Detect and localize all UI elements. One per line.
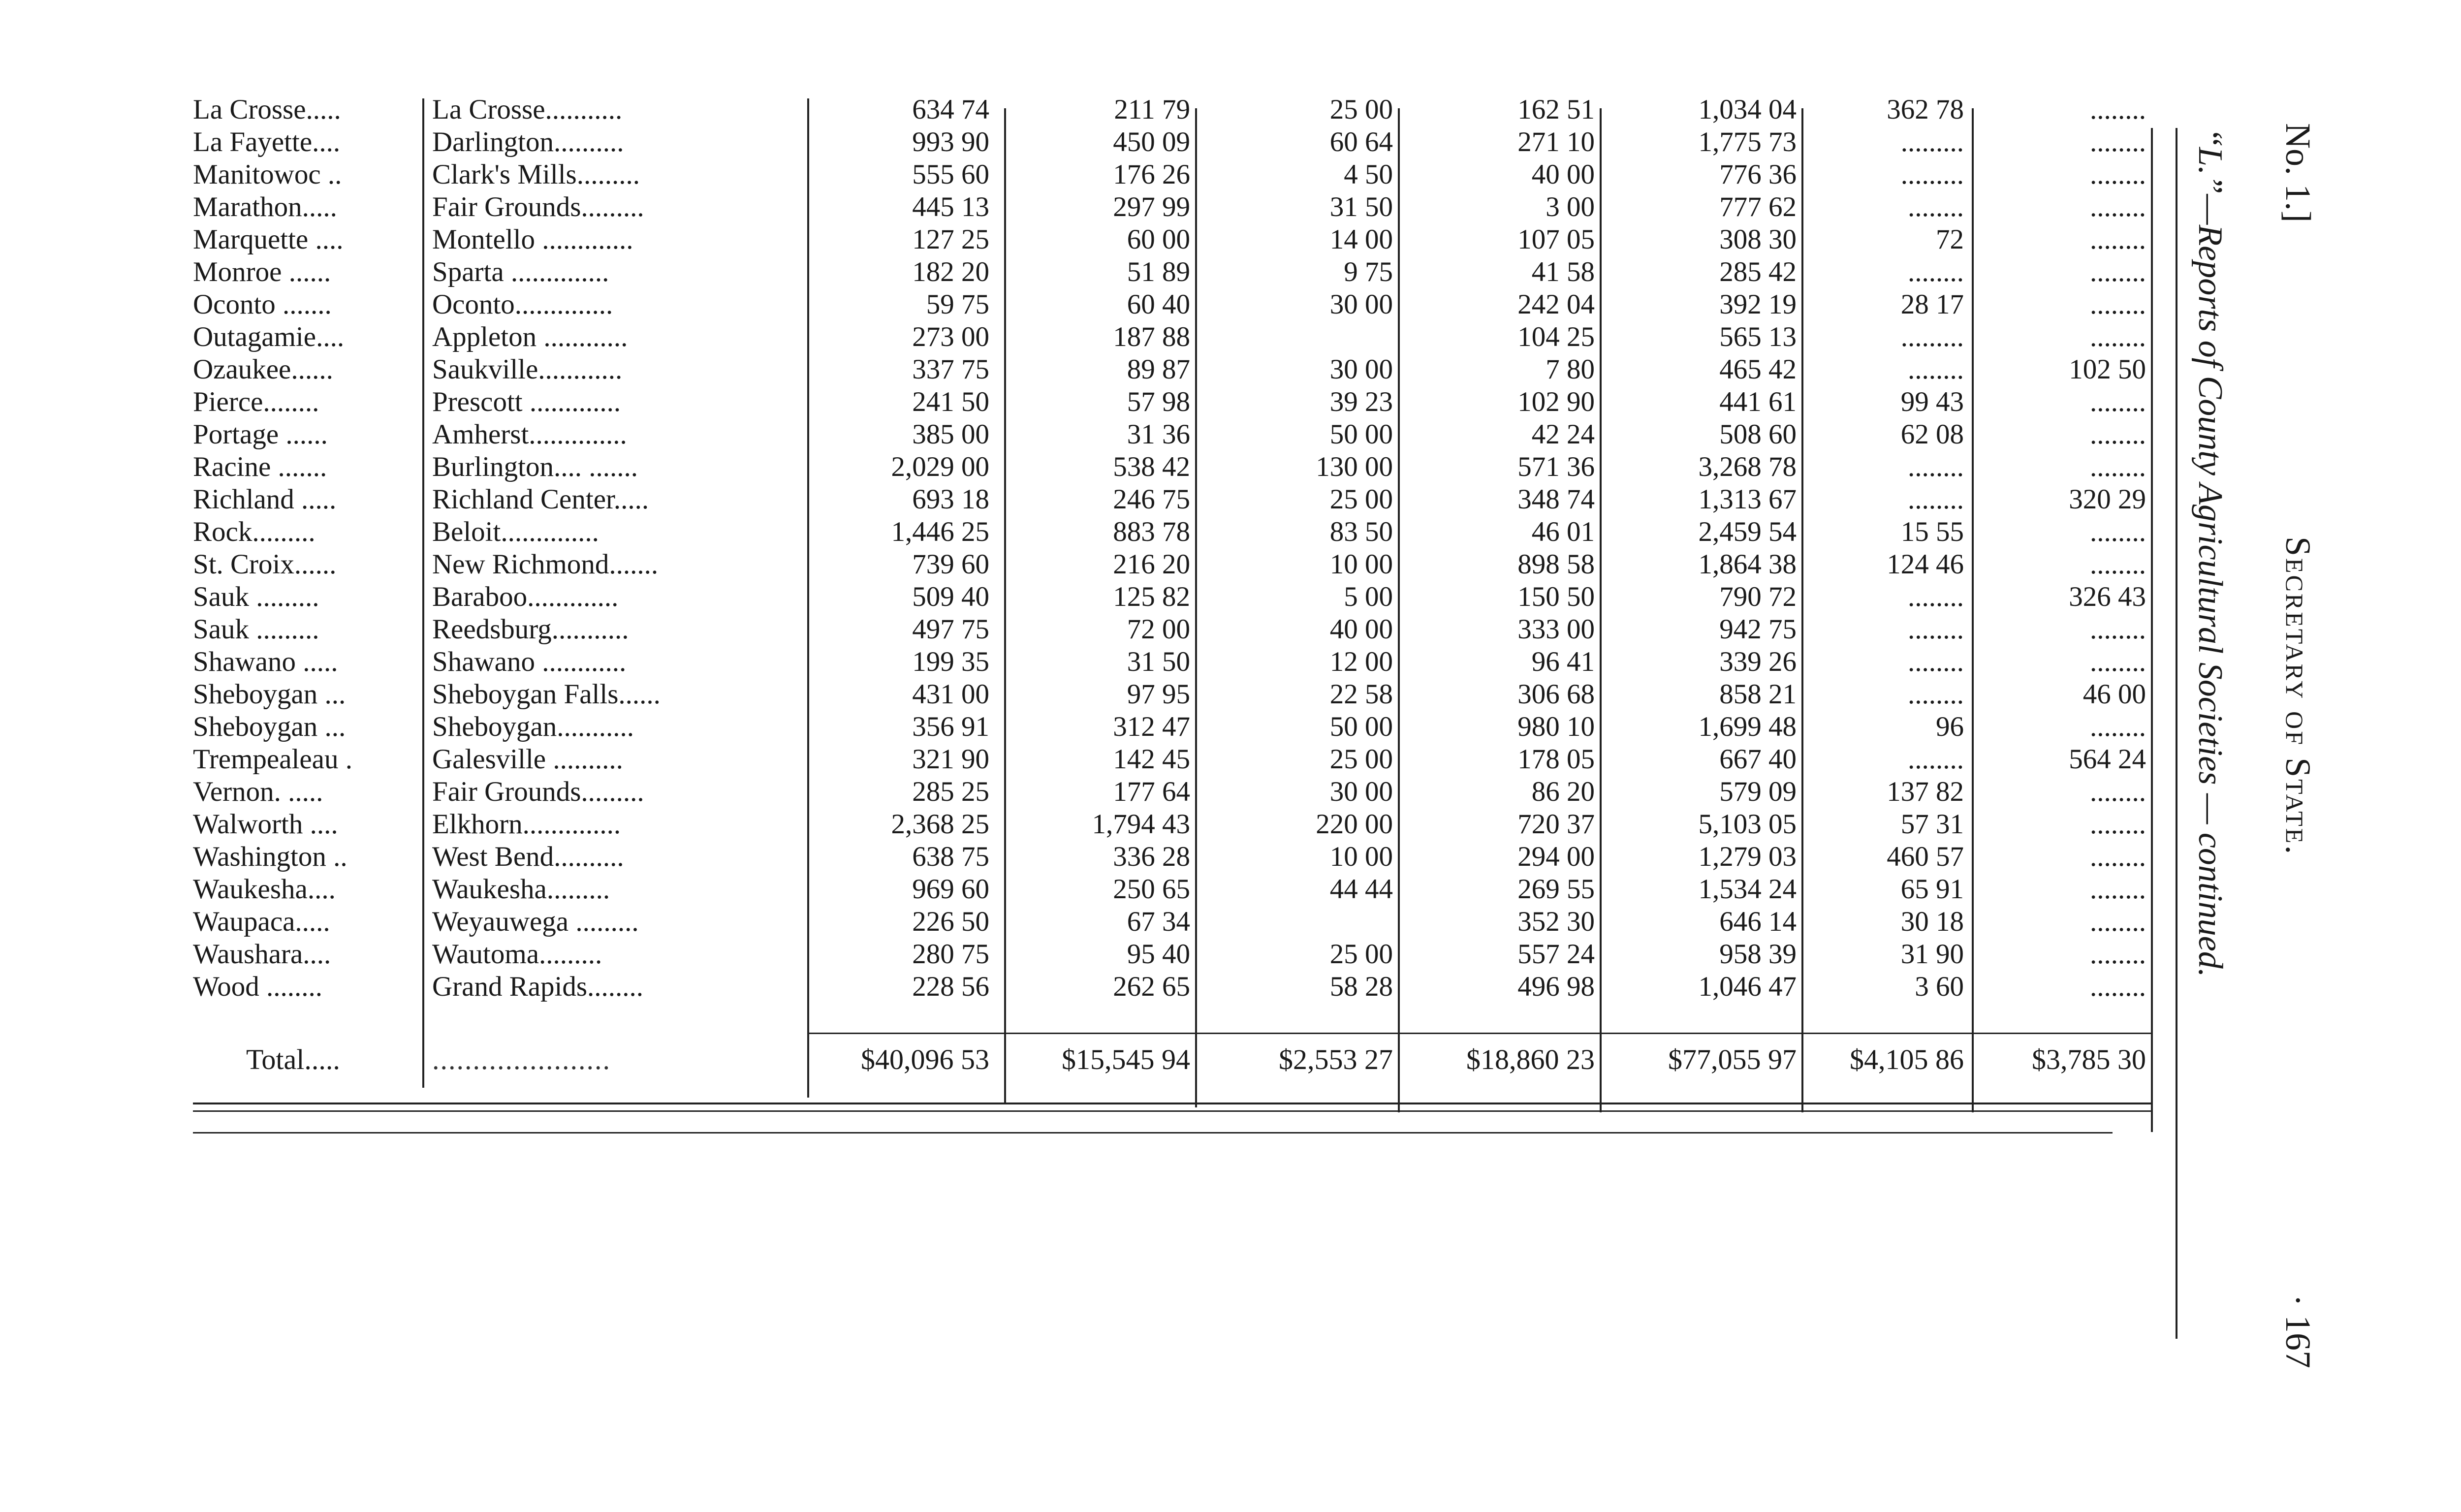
value-c7: ........ [2090,224,2146,255]
county-name: Sauk ......... [193,581,319,612]
value-c3: 5 00 [1344,581,1393,612]
county-name: Monroe ...... [193,256,331,287]
value-c2: 250 65 [1113,874,1190,905]
section-title: Secretary of State. [2278,536,2318,856]
place-name: La Crosse........... [432,94,623,125]
value-c5: 777 62 [1719,191,1797,222]
value-c7: ........ [2090,386,2146,417]
value-c7: 102 50 [2069,354,2146,385]
value-c5: 790 72 [1719,581,1797,612]
value-c7: 564 24 [2069,744,2146,775]
value-c2: 57 98 [1127,386,1190,417]
place-name: Galesville .......... [432,744,623,775]
value-c6: 72 [1936,224,1964,255]
county-name: La Fayette.... [193,126,341,158]
value-c7: ........ [2090,646,2146,677]
value-c4: 96 41 [1531,646,1595,677]
value-c5: 339 26 [1719,646,1797,677]
value-c3: 30 00 [1329,289,1393,320]
value-c2: 883 78 [1113,516,1190,547]
value-c3: 25 00 [1329,939,1393,970]
value-c6: 96 [1936,711,1964,742]
value-c6: 30 18 [1900,906,1964,937]
value-c7: ........ [2090,289,2146,320]
value-c5: 942 75 [1719,614,1797,645]
value-c7: 46 00 [2082,679,2146,710]
place-name: Richland Center..... [432,484,649,515]
column-rule [1600,108,1602,1112]
value-c1: 993 90 [912,126,989,158]
value-c3: 25 00 [1329,484,1393,515]
value-c7: ........ [2090,776,2146,807]
county-name: Sauk ......... [193,614,319,645]
value-c2: 51 89 [1127,256,1190,287]
value-c4: 496 98 [1517,971,1595,1002]
place-name: Sheboygan........... [432,711,634,742]
total-c3: $2,553 27 [1279,1043,1393,1075]
value-c2: 97 95 [1127,679,1190,710]
value-c5: 441 61 [1719,386,1797,417]
county-name: Oconto ....... [193,289,332,320]
value-c7: 320 29 [2069,484,2146,515]
value-c7: ........ [2090,711,2146,742]
place-name: Weyauwega ......... [432,906,639,937]
county-name: Manitowoc .. [193,159,342,190]
value-c2: 450 09 [1113,126,1190,158]
place-name: West Bend.......... [432,841,624,872]
value-c5: 1,034 04 [1698,94,1797,125]
value-c5: 5,103 05 [1698,809,1797,840]
value-c6: 460 57 [1887,841,1964,872]
value-c6: 65 91 [1900,874,1964,905]
value-c6: ........ [1908,581,1964,612]
value-c6: ........ [1908,256,1964,287]
county-name: Washington .. [193,841,347,872]
value-c7: ........ [2090,159,2146,190]
place-name: Fair Grounds......... [432,776,644,807]
value-c3: 10 00 [1329,841,1393,872]
value-c2: 297 99 [1113,191,1190,222]
value-c7: ........ [2090,126,2146,158]
place-name: Appleton ............ [432,321,628,352]
value-c1: 356 91 [912,711,989,742]
value-c7: 326 43 [2069,581,2146,612]
value-c5: 508 60 [1719,419,1797,450]
county-name: Rock......... [193,516,316,547]
value-c7: ........ [2090,971,2146,1002]
value-c4: 102 90 [1517,386,1595,417]
place-name: Sheboygan Falls...... [432,679,661,710]
value-c1: 739 60 [912,549,989,580]
value-c1: 226 50 [912,906,989,937]
value-c7: ........ [2090,939,2146,970]
value-c4: 178 05 [1517,744,1595,775]
value-c7: ........ [2090,419,2146,450]
value-c2: 125 82 [1113,581,1190,612]
value-c4: 41 58 [1531,256,1595,287]
value-c4: 352 30 [1517,906,1595,937]
value-c5: 1,534 24 [1698,874,1797,905]
value-c5: 1,699 48 [1698,711,1797,742]
value-c6: ......... [1900,159,1964,190]
value-c2: 216 20 [1113,549,1190,580]
value-c3: 30 00 [1329,776,1393,807]
value-c1: 59 75 [926,289,989,320]
value-c3: 10 00 [1329,549,1393,580]
value-c6: ........ [1908,744,1964,775]
value-c3: 25 00 [1329,744,1393,775]
value-c2: 31 50 [1127,646,1190,677]
running-head [2277,123,2318,1368]
value-c3: 31 50 [1329,191,1393,222]
place-name: Beloit.............. [432,516,599,547]
value-c1: 385 00 [912,419,989,450]
value-c3: 25 00 [1329,94,1393,125]
value-c3: 14 00 [1329,224,1393,255]
value-c1: 321 90 [912,744,989,775]
value-c4: 3 00 [1546,191,1595,222]
value-c1: 273 00 [912,321,989,352]
total-c1: $40,096 53 [861,1043,989,1075]
county-name: Richland ..... [193,484,337,515]
value-c5: 308 30 [1719,224,1797,255]
value-c6: 3 60 [1915,971,1964,1002]
value-c1: 431 00 [912,679,989,710]
value-c2: 60 40 [1127,289,1190,320]
county-name: Wood ........ [193,971,322,1002]
value-c2: 187 88 [1113,321,1190,352]
value-c7: ........ [2090,321,2146,352]
value-c6: 362 78 [1887,94,1964,125]
total-c5: $77,055 97 [1668,1043,1797,1075]
value-c1: 241 50 [912,386,989,417]
value-c4: 269 55 [1517,874,1595,905]
place-name: Montello ............. [432,224,633,255]
value-c3: 4 50 [1344,159,1393,190]
county-name: Waupaca..... [193,906,330,937]
county-name: Shawano ..... [193,646,338,677]
value-c6: 15 55 [1900,516,1964,547]
value-c3: 130 00 [1316,451,1393,482]
place-name: Burlington.... ....... [432,451,638,482]
value-c2: 60 00 [1127,224,1190,255]
value-c6: 124 46 [1887,549,1964,580]
place-name: Reedsburg........... [432,614,629,645]
column-rule [2151,128,2153,1132]
county-name: Ozaukee...... [193,354,333,385]
value-c7: ........ [2090,874,2146,905]
table-title: “L.”—Reports of County Agricultural Societies — continued. [2191,128,2229,977]
value-c4: 348 74 [1517,484,1595,515]
place-name: Amherst.............. [432,419,627,450]
value-c5: 776 36 [1719,159,1797,190]
value-c7: ........ [2090,516,2146,547]
place-name: Waukesha......... [432,874,610,905]
value-c4: 40 00 [1531,159,1595,190]
value-c7: ........ [2090,809,2146,840]
county-name: Pierce........ [193,386,319,417]
total-label: Total..... [246,1043,340,1075]
total-c4: $18,860 23 [1466,1043,1595,1075]
value-c3: 40 00 [1329,614,1393,645]
county-name: La Crosse..... [193,94,341,125]
value-c1: 555 60 [912,159,989,190]
value-c6: ........ [1908,679,1964,710]
value-c4: 104 25 [1517,321,1595,352]
place-name: Saukville............ [432,354,623,385]
column-rule [1004,108,1006,1102]
value-c5: 667 40 [1719,744,1797,775]
county-name: Marathon..... [193,191,337,222]
county-name: Sheboygan ... [193,711,346,742]
value-c1: 280 75 [912,939,989,970]
value-c3: 83 50 [1329,516,1393,547]
value-c2: 1,794 43 [1092,809,1190,840]
value-c1: 969 60 [912,874,989,905]
value-c2: 262 65 [1113,971,1190,1002]
title-rule [2176,128,2177,1339]
value-c1: 2,368 25 [891,809,989,840]
value-c2: 538 42 [1113,451,1190,482]
value-c6: 137 82 [1887,776,1964,807]
county-name: Racine ....... [193,451,327,482]
value-c5: 958 39 [1719,939,1797,970]
column-rule [1972,108,1974,1112]
value-c4: 242 04 [1517,289,1595,320]
county-name: Trempealeau . [193,744,352,775]
county-name: Portage ...... [193,419,328,450]
place-name: Clark's Mills......... [432,159,640,190]
place-name: Baraboo............. [432,581,619,612]
value-c6: ........ [1908,484,1964,515]
county-name: Vernon. ..... [193,776,323,807]
value-c3: 9 75 [1344,256,1393,287]
value-c6: ........ [1908,646,1964,677]
value-c5: 646 14 [1719,906,1797,937]
value-c4: 571 36 [1517,451,1595,482]
value-c4: 86 20 [1531,776,1595,807]
value-c7: ........ [2090,906,2146,937]
place-name: Darlington.......... [432,126,624,158]
county-name: Sheboygan ... [193,679,346,710]
value-c5: 2,459 54 [1698,516,1797,547]
value-c2: 89 87 [1127,354,1190,385]
place-name: Elkhorn.............. [432,809,621,840]
value-c4: 898 58 [1517,549,1595,580]
value-c6: ......... [1900,126,1964,158]
value-c5: 1,046 47 [1698,971,1797,1002]
value-c5: 579 09 [1719,776,1797,807]
county-name: Walworth .... [193,809,338,840]
value-c6: ........ [1908,451,1964,482]
county-name: Outagamie.... [193,321,345,352]
value-c1: 228 56 [912,971,989,1002]
value-c4: 557 24 [1517,939,1595,970]
total-c7: $3,785 30 [2032,1043,2146,1075]
value-c5: 1,775 73 [1698,126,1797,158]
value-c2: 67 34 [1127,906,1190,937]
place-name: Oconto.............. [432,289,613,320]
value-c1: 285 25 [912,776,989,807]
value-c1: 693 18 [912,484,989,515]
value-c5: 285 42 [1719,256,1797,287]
value-c4: 46 01 [1531,516,1595,547]
total-c2: $15,545 94 [1062,1043,1190,1075]
issue-number: No. 1.] [2278,123,2318,222]
value-c4: 150 50 [1517,581,1595,612]
value-c5: 392 19 [1719,289,1797,320]
column-rule [1195,108,1197,1107]
value-c2: 246 75 [1113,484,1190,515]
value-c4: 271 10 [1517,126,1595,158]
bottom-rule [193,1132,2113,1134]
value-c7: ........ [2090,256,2146,287]
value-c1: 509 40 [912,581,989,612]
value-c4: 107 05 [1517,224,1595,255]
value-c6: 28 17 [1900,289,1964,320]
value-c3: 58 28 [1329,971,1393,1002]
value-c4: 980 10 [1517,711,1595,742]
value-c2: 95 40 [1127,939,1190,970]
value-c4: 42 24 [1531,419,1595,450]
column-rule [1801,108,1803,1112]
value-c3: 22 58 [1329,679,1393,710]
column-rule [1398,108,1400,1112]
value-c6: 57 31 [1900,809,1964,840]
value-c2: 72 00 [1127,614,1190,645]
county-name: Marquette .... [193,224,344,255]
value-c6: 99 43 [1900,386,1964,417]
sum-rule [807,1033,2151,1034]
total-leader: ...................... [432,1043,611,1075]
value-c5: 465 42 [1719,354,1797,385]
value-c1: 2,029 00 [891,451,989,482]
value-c2: 211 79 [1114,94,1190,125]
value-c5: 858 21 [1719,679,1797,710]
value-c4: 333 00 [1517,614,1595,645]
place-name: Fair Grounds......... [432,191,644,222]
value-c7: ........ [2090,549,2146,580]
bottom-rule [193,1102,2152,1104]
value-c2: 336 28 [1113,841,1190,872]
total-c6: $4,105 86 [1850,1043,1964,1075]
place-name: Prescott ............. [432,386,621,417]
value-c3: 50 00 [1329,711,1393,742]
value-c4: 306 68 [1517,679,1595,710]
value-c3: 39 23 [1329,386,1393,417]
value-c1: 337 75 [912,354,989,385]
value-c3: 60 64 [1329,126,1393,158]
value-c7: ........ [2090,614,2146,645]
place-name: Sparta .............. [432,256,609,287]
value-c5: 1,864 38 [1698,549,1797,580]
value-c7: ........ [2090,94,2146,125]
value-c7: ........ [2090,191,2146,222]
value-c5: 565 13 [1719,321,1797,352]
value-c6: ........ [1908,354,1964,385]
value-c4: 294 00 [1517,841,1595,872]
value-c4: 7 80 [1546,354,1595,385]
place-name: Grand Rapids........ [432,971,644,1002]
county-name: St. Croix...... [193,549,337,580]
county-name: Waushara.... [193,939,331,970]
value-c3: 44 44 [1329,874,1393,905]
place-name: Wautoma......... [432,939,602,970]
value-c6: ........ [1908,614,1964,645]
value-c3: 50 00 [1329,419,1393,450]
value-c6: 31 90 [1900,939,1964,970]
value-c2: 31 36 [1127,419,1190,450]
value-c4: 162 51 [1517,94,1595,125]
page-number: · 167 [2278,1294,2318,1368]
value-c6: ......... [1900,321,1964,352]
value-c3: 30 00 [1329,354,1393,385]
bottom-rule [193,1110,2152,1112]
value-c1: 638 75 [912,841,989,872]
value-c2: 312 47 [1113,711,1190,742]
value-c6: 62 08 [1900,419,1964,450]
value-c1: 634 74 [912,94,989,125]
value-c5: 1,313 67 [1698,484,1797,515]
value-c5: 3,268 78 [1698,451,1797,482]
value-c6: ........ [1908,191,1964,222]
value-c2: 142 45 [1113,744,1190,775]
value-c1: 182 20 [912,256,989,287]
value-c3: 12 00 [1329,646,1393,677]
county-name: Waukesha.... [193,874,336,905]
place-name: Shawano ............ [432,646,627,677]
value-c2: 177 64 [1113,776,1190,807]
value-c7: ........ [2090,451,2146,482]
value-c1: 199 35 [912,646,989,677]
value-c5: 1,279 03 [1698,841,1797,872]
value-c3: 220 00 [1316,809,1393,840]
value-c7: ........ [2090,841,2146,872]
value-c1: 127 25 [912,224,989,255]
value-c1: 445 13 [912,191,989,222]
place-name: New Richmond....... [432,549,659,580]
value-c1: 1,446 25 [891,516,989,547]
value-c1: 497 75 [912,614,989,645]
value-c2: 176 26 [1113,159,1190,190]
value-c4: 720 37 [1517,809,1595,840]
column-rule [422,98,424,1088]
